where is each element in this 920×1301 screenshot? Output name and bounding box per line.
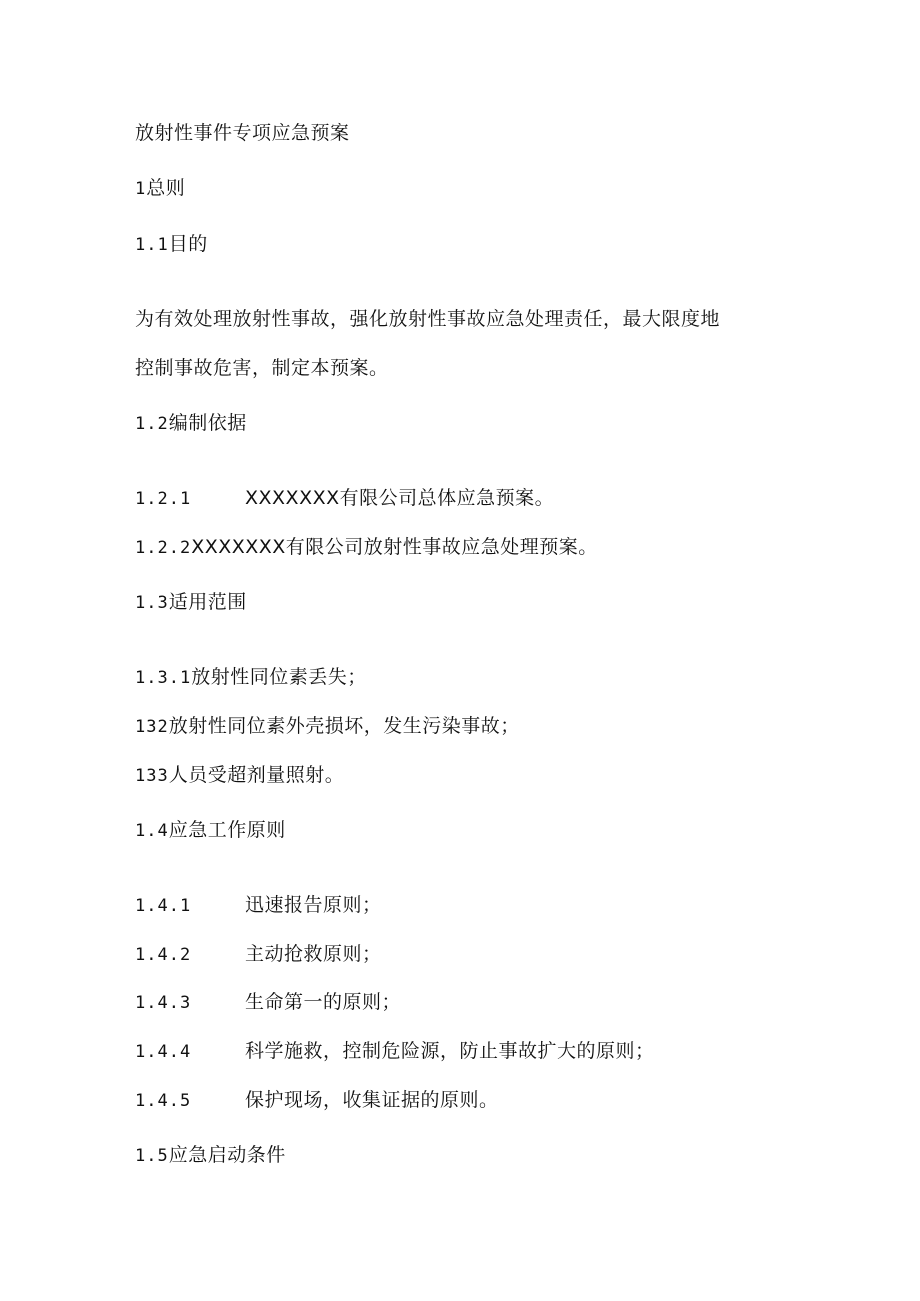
heading-1-1	[135, 232, 208, 257]
list-item-1-3-3	[135, 763, 344, 788]
item-number: 1.3.1	[135, 668, 192, 688]
item-text: 人员受超剂量照射。	[168, 764, 345, 786]
heading-1-5	[135, 1143, 286, 1168]
heading-1-4	[135, 818, 286, 843]
list-item-1-3-1	[135, 665, 367, 690]
item-text: 科学施救，控制危险源，防止事故扩大的原则；	[245, 1040, 655, 1062]
heading-text: 适用范围	[168, 591, 247, 613]
paragraph-line: 为有效处理放射性事故，强化放射性事故应急处理责任，最大限度地	[135, 308, 721, 330]
heading-text: 应急启动条件	[168, 1144, 286, 1166]
list-item-1-4-1	[135, 893, 382, 918]
heading-text: 编制依据	[168, 412, 247, 434]
list-item-1-2-2	[135, 535, 598, 560]
item-number: 133	[135, 766, 169, 786]
item-number: 1.4.5	[135, 1091, 192, 1111]
item-number: 1.4.2	[135, 945, 192, 965]
heading-number: 1.2	[135, 414, 169, 434]
item-number: 1.4.1	[135, 896, 192, 916]
item-text: 保护现场，收集证据的原则。	[245, 1089, 499, 1111]
item-text: 生命第一的原则；	[245, 991, 402, 1013]
list-item-1-4-5	[135, 1088, 499, 1113]
item-number: 1.2.2	[135, 538, 192, 558]
heading-text: 总则	[146, 177, 186, 199]
heading-number: 1.5	[135, 1146, 169, 1166]
item-text: XXXXXXX有限公司放射性事故应急处理预案。	[191, 536, 598, 558]
heading-1	[135, 176, 185, 201]
item-text: 主动抢救原则；	[245, 943, 382, 965]
list-item-1-4-4	[135, 1039, 655, 1064]
item-text: 迅速报告原则；	[245, 894, 382, 916]
heading-1-2	[135, 411, 247, 436]
item-number: 132	[135, 717, 169, 737]
heading-number: 1.4	[135, 821, 169, 841]
list-item-1-2-1	[135, 486, 554, 511]
item-number: 1.4.3	[135, 993, 192, 1013]
heading-number: 1.3	[135, 593, 169, 613]
list-item-1-4-2	[135, 942, 382, 967]
item-number: 1.2.1	[135, 489, 192, 509]
document-title: 放射性事件专项应急预案	[135, 122, 350, 144]
heading-text: 目的	[168, 233, 208, 255]
list-item-1-4-3	[135, 990, 401, 1015]
item-text: XXXXXXX有限公司总体应急预案。	[245, 487, 555, 509]
item-number: 1.4.4	[135, 1042, 192, 1062]
paragraph-line: 控制事故危害，制定本预案。	[135, 357, 389, 379]
item-text: 放射性同位素外壳损坏，发生污染事故；	[168, 715, 520, 737]
heading-text: 应急工作原则	[168, 819, 286, 841]
heading-1-3	[135, 590, 247, 615]
heading-number: 1	[135, 179, 147, 199]
item-text: 放射性同位素丢失；	[191, 666, 367, 688]
heading-number: 1.1	[135, 235, 169, 255]
list-item-1-3-2	[135, 714, 520, 739]
